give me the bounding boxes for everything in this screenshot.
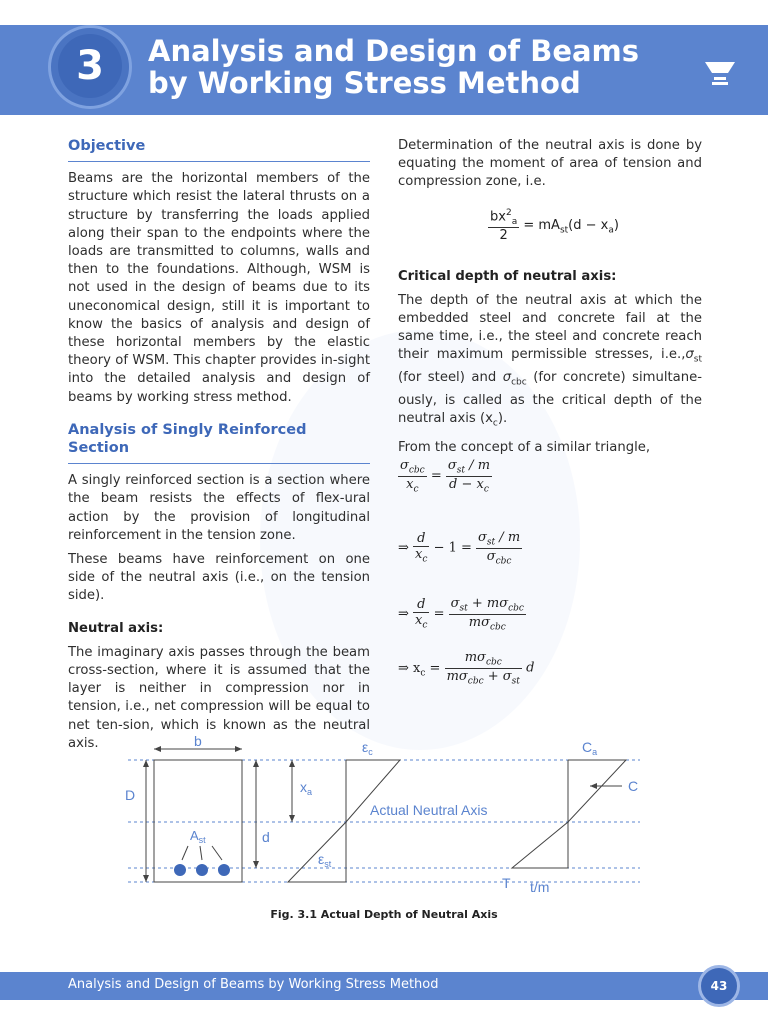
chapter-title-line2: by Working Stress Method	[148, 66, 581, 100]
chapter-number: 3	[58, 34, 122, 98]
similar-triangle-text: From the concept of a similar triangle,	[398, 440, 651, 456]
equation-d-over-xc-minus-one: ⇒ $\frac{d}{x_c}$ − 1 = $\frac{\sigma_{st} / m}{\sigma_{cbc}}$	[398, 530, 521, 567]
rebar-1	[174, 864, 186, 876]
D-arrow-bottom	[143, 875, 149, 882]
left-column	[68, 137, 370, 759]
ast-arrow-3	[212, 846, 222, 860]
objective-heading: Objective	[68, 137, 370, 162]
neutral-axis-paragraph: The imaginary axis passes through the beam cross-section, where it is assumed that the layer is neither in compression nor in tension, i.e., net compression will be equal to net ten-sion, which is known as the neutral axis.	[68, 644, 370, 751]
label-D: D	[125, 787, 136, 803]
label-epsilon-c: $\varepsilon_c$	[362, 739, 373, 757]
footer-title: Analysis and Design of Beams by Working Stress Method	[68, 977, 439, 992]
singly-reinforced-heading: Analysis of Singly Reinforced Section	[68, 421, 370, 464]
right-column	[398, 137, 702, 463]
sigma-cbc-sub: cbc	[511, 377, 527, 388]
stress-diagram	[512, 760, 626, 868]
label-t-over-m: t/m	[530, 879, 550, 895]
equation-d-over-xc: ⇒ $\frac{d}{x_c}$ = $\frac{\sigma_{st} + m\sigma_{cbc}}{m\sigma_{cbc}}$	[398, 596, 524, 633]
neutral-axis-heading: Neutral axis:	[68, 620, 164, 636]
d-arrow-top	[253, 760, 259, 767]
critical-text-a: The depth of the neutral axis at which the embedded steel and concrete fail at the same time, i.e., the steel and concrete reach their maximum permissible stresses, i.e.,	[398, 292, 702, 363]
neutral-axis-intro: Determination of the neutral axis is done by equating the moment of area of tension and compression zone, i.e.	[398, 138, 702, 190]
label-ast: $A_{st}$	[190, 828, 206, 845]
label-Ca: $C_a$	[582, 739, 598, 757]
chapter-title-line1: Analysis and Design of Beams	[148, 34, 640, 68]
label-d: d	[262, 829, 270, 845]
critical-text-c: (for concrete) simultane-ously, is called as the critical depth of the neutral axis (x	[398, 370, 702, 427]
label-T: T	[502, 875, 511, 891]
rebar-2	[196, 864, 208, 876]
tray-icon	[704, 58, 736, 88]
ast-arrow-2	[200, 846, 202, 860]
ast-arrow-1	[182, 846, 188, 860]
equation-moment-of-area: $\frac{bx^2_a}{2}$ = $mA_{st}(d - x_a)$	[490, 208, 619, 243]
b-arrow-right	[235, 746, 242, 752]
objective-paragraph: Beams are the horizontal members of the structure which resist the lateral thrusts on a structure by transferring the loads applied along their span to the endpoints where the loads are transmitted to columns, walls and then to the foundations. Although, WSM is not used in the design of beams due to its uneconomical design, still it is important to know the basics of analysis and design of these horizontal members by the elastic theory of WSM. This chapter provides in-sight into the detailed analysis and design of beams by working stress method.	[68, 171, 370, 405]
beam-cross-section	[154, 760, 242, 882]
label-xa: $x_a$	[300, 779, 313, 797]
equation-similar-triangle: $\frac{\sigma_{cbc}}{x_c}$ = $\frac{\sigma_{st} / m}{d - x_c}$	[400, 458, 491, 495]
d-arrow-bottom	[253, 861, 259, 868]
singly-paragraph-2: These beams have reinforcement on one side of the neutral axis (i.e., on the tension side).	[68, 552, 370, 604]
D-arrow-top	[143, 760, 149, 767]
critical-text-b: (for steel) and	[398, 370, 503, 386]
C-arrowhead	[590, 783, 597, 789]
label-epsilon-st: $\varepsilon_{st}$	[318, 851, 332, 869]
figure-caption: Fig. 3.1 Actual Depth of Neutral Axis	[270, 908, 498, 921]
singly-paragraph-1: A singly reinforced section is a section where the beam resists the effects of flex-ural action by the provision of longitudinal reinforcement in the tension zone.	[68, 473, 370, 543]
label-actual-neutral-axis: Actual Neutral Axis	[370, 802, 488, 818]
sigma-st-sub: st	[693, 355, 702, 366]
page-number: 43	[698, 965, 740, 1007]
xc-sub: c	[492, 418, 498, 429]
equation-xc-critical: ⇒ $x_c$ = $\frac{m\sigma_{cbc}}{m\sigma_{cbc} + \sigma_{st}}$ d	[398, 650, 535, 687]
xa-arrow-bottom	[289, 815, 295, 822]
xa-arrow-top	[289, 760, 295, 767]
neutral-axis-figure	[120, 730, 650, 900]
chapter-title	[148, 35, 668, 99]
sigma-cbc-symbol: σ	[502, 370, 512, 386]
label-b: b	[194, 733, 202, 749]
sigma-st-symbol: σ	[685, 347, 694, 363]
rebar-3	[218, 864, 230, 876]
b-arrow-left	[154, 746, 161, 752]
label-C: C	[628, 778, 639, 794]
critical-text-d: ).	[497, 411, 508, 427]
critical-depth-paragraph	[398, 292, 702, 433]
critical-depth-heading: Critical depth of neutral axis:	[398, 268, 617, 284]
